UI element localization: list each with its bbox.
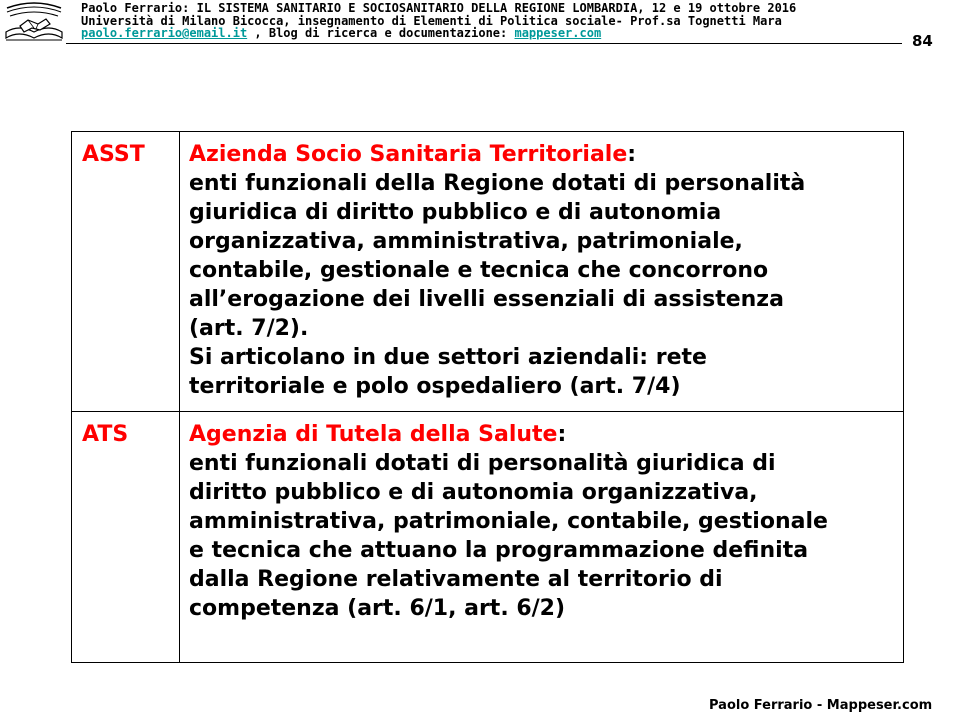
abbreviation-cell: ATS <box>72 412 180 663</box>
definition-line: competenza (art. 6/1, art. 6/2) <box>189 596 566 621</box>
definition-cell <box>180 132 904 412</box>
email-link[interactable]: paolo.ferrario@email.it <box>81 26 248 40</box>
definition-term: Agenzia di Tutela della Salute <box>189 422 558 447</box>
slide-number: 84 <box>912 32 933 50</box>
definition-line: Si articolano in due settori aziendali: rete <box>189 345 707 370</box>
term-colon: : <box>627 142 637 167</box>
blog-label: , Blog di ricerca e documentazione: <box>247 26 515 40</box>
table-row <box>72 412 904 663</box>
header-divider <box>66 43 902 44</box>
table-row <box>72 132 904 412</box>
definition-cell <box>180 412 904 663</box>
definition-line: enti funzionali della Regione dotati di personalità <box>189 171 806 196</box>
definition-line: organizzativa, amministrativa, patrimoniale, <box>189 229 743 254</box>
definition-term-line <box>189 420 889 449</box>
footer-credit: Paolo Ferrario - Mappeser.com <box>709 698 933 713</box>
definition-line: diritto pubblico e di autonomia organizzativa, <box>189 480 758 505</box>
definition-line: territoriale e polo ospedaliero (art. 7/4) <box>189 374 681 399</box>
term-colon: : <box>557 422 567 447</box>
definition-line: e tecnica che attuano la programmazione definita <box>189 538 809 563</box>
definition-line: giuridica di diritto pubblico e di autonomia <box>189 200 722 225</box>
slide-header <box>81 2 901 40</box>
definitions-table <box>71 131 904 663</box>
handshake-logo-icon <box>4 2 64 42</box>
header-course: Università di Milano Bicocca, insegnamento di Elementi di Politica sociale- Prof.sa Tognetti Mara <box>81 13 782 28</box>
header-links <box>81 27 901 40</box>
header-title: Paolo Ferrario: IL SISTEMA SANITARIO E SOCIOSANITARIO DELLA REGIONE LOMBARDIA, 12 e 19 ottobre 2016 <box>81 1 797 15</box>
definition-term-line <box>189 140 889 169</box>
definition-line: amministrativa, patrimoniale, contabile, gestionale <box>189 509 828 534</box>
definition-line: (art. 7/2). <box>189 316 309 341</box>
abbreviation-cell: ASST <box>72 132 180 412</box>
definition-line: dalla Regione relativamente al territorio di <box>189 567 723 592</box>
blog-link[interactable]: mappeser.com <box>514 26 602 40</box>
definition-line: all’erogazione dei livelli essenziali di assistenza <box>189 287 784 312</box>
definition-term: Azienda Socio Sanitaria Territoriale <box>189 142 628 167</box>
definition-line: enti funzionali dotati di personalità giuridica di <box>189 451 776 476</box>
definition-line: contabile, gestionale e tecnica che concorrono <box>189 258 769 283</box>
